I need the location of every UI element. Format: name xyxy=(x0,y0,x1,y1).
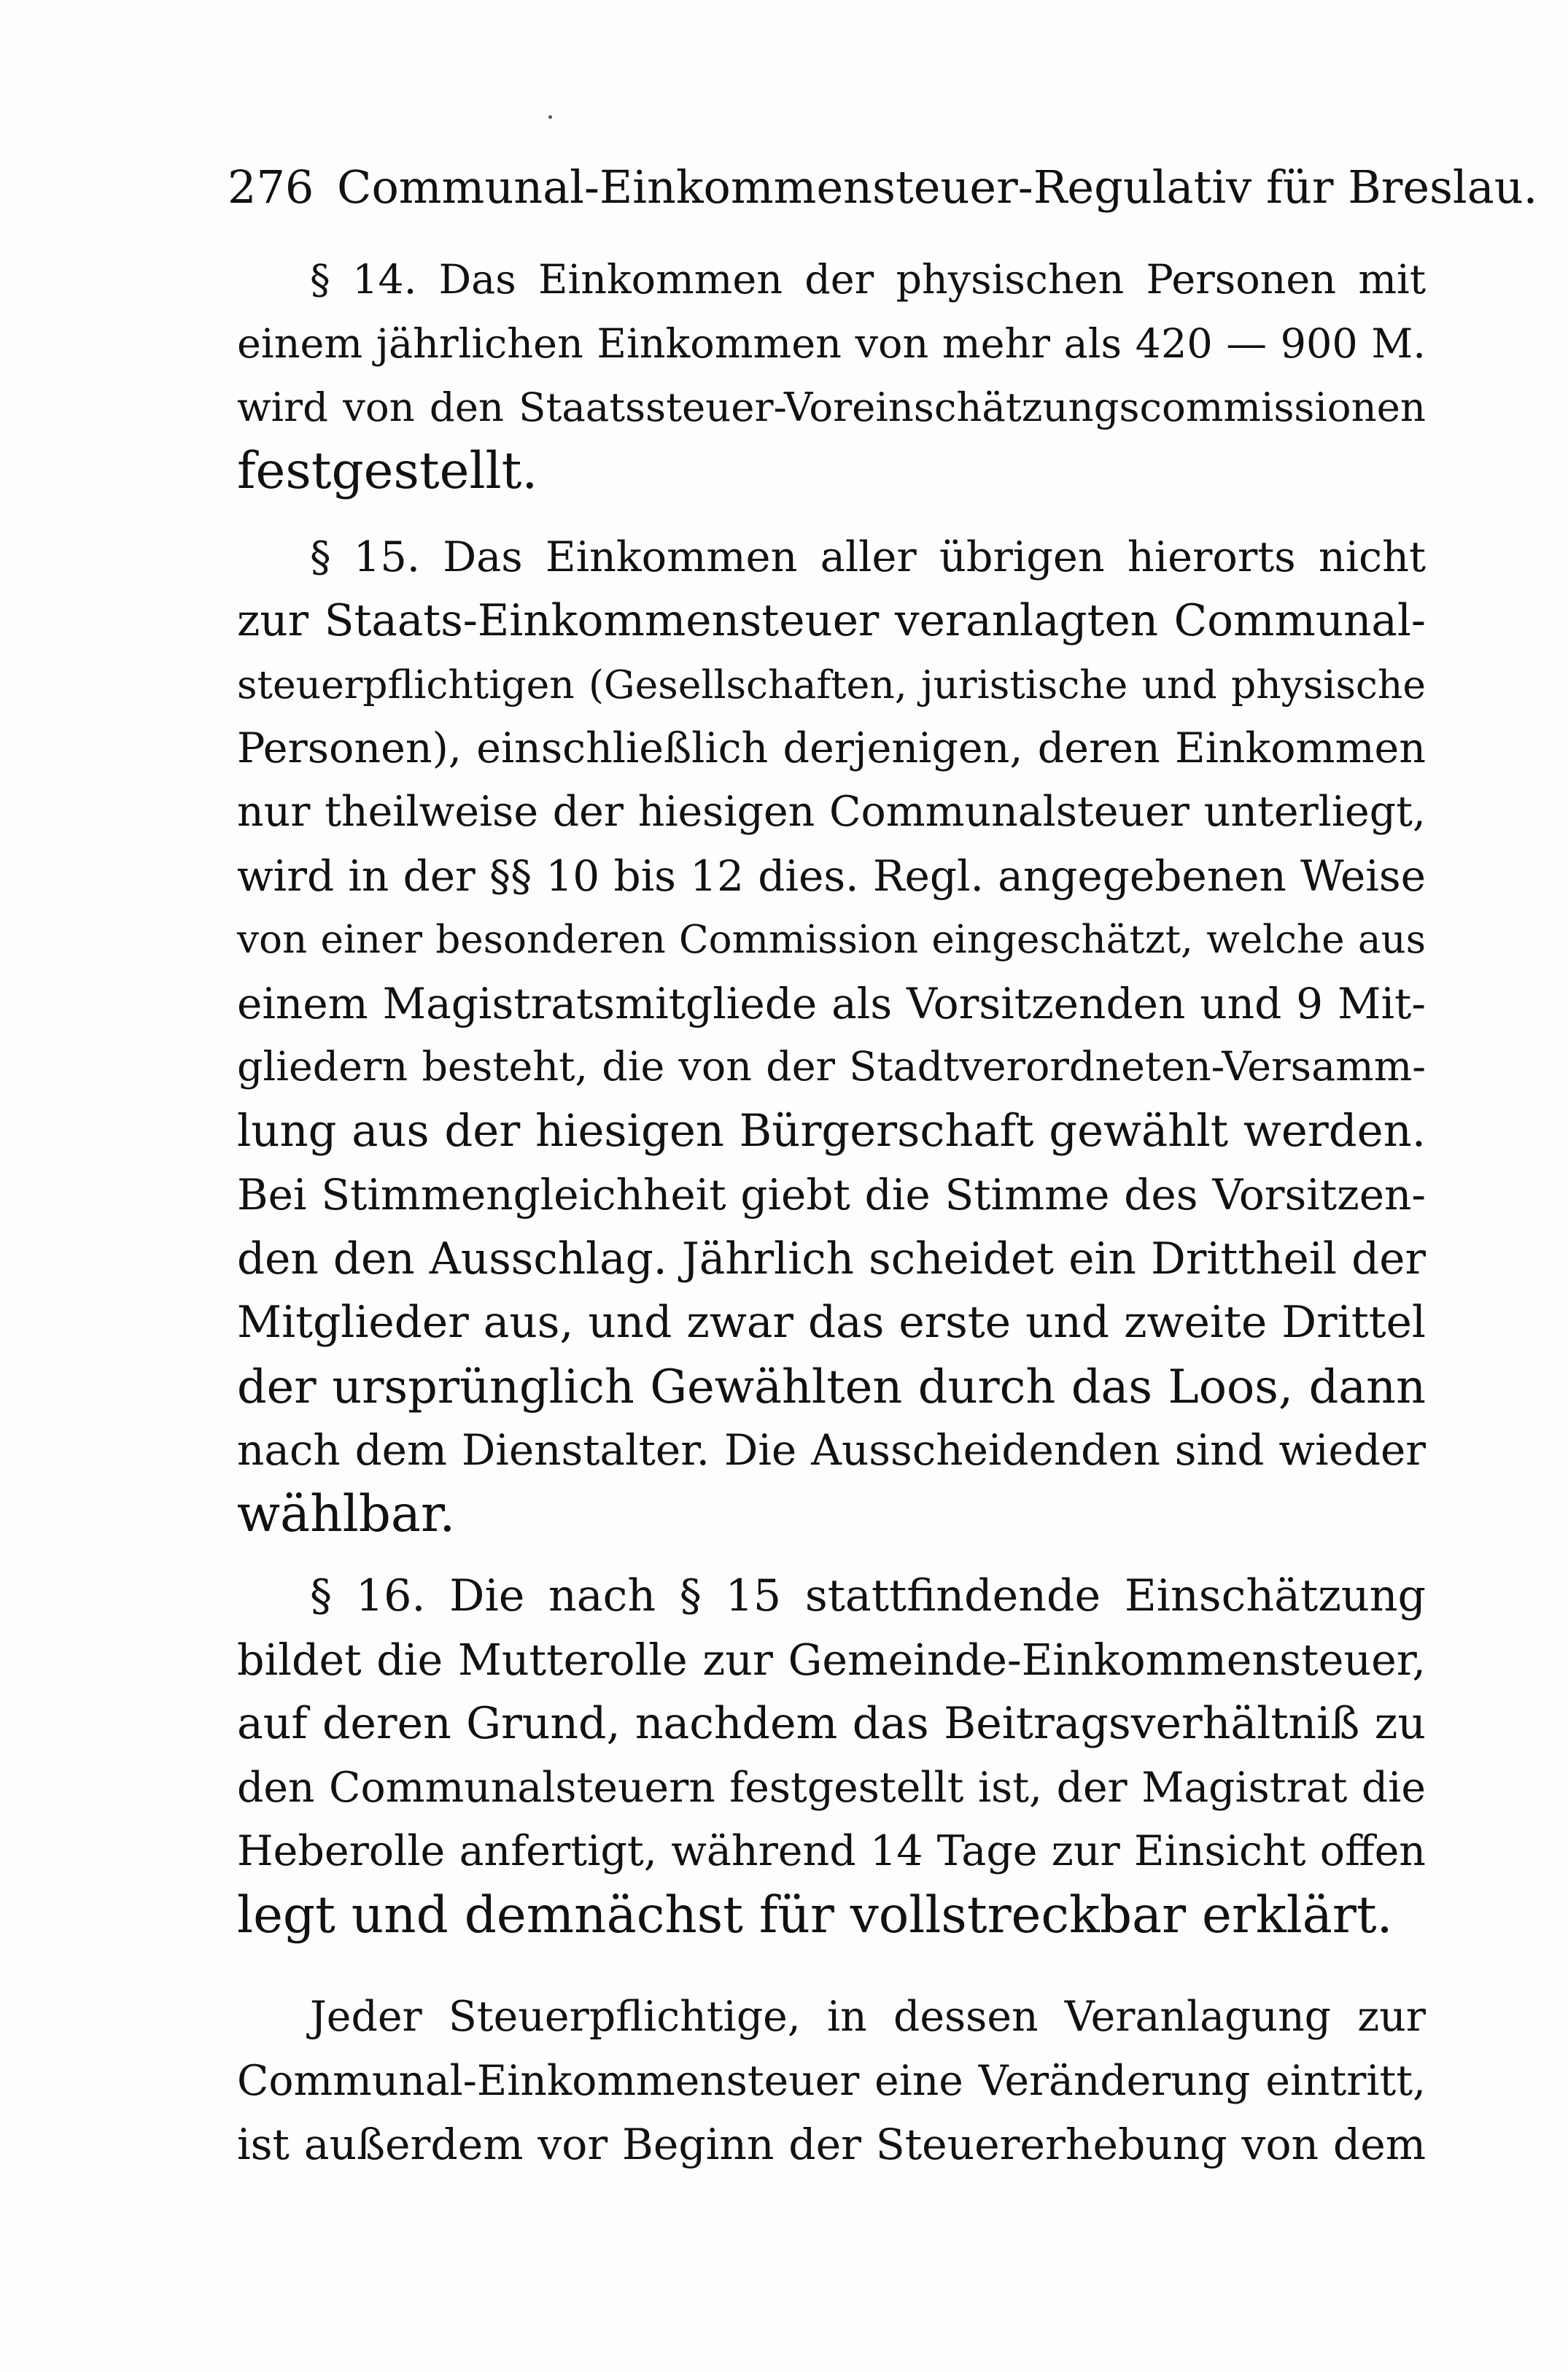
text-line: Bei Stimmengleichheit giebt die Stimme des Vorsitzen- xyxy=(237,1170,1426,1220)
text-line: zur Staats-Einkommensteuer veranlagten Communal- xyxy=(237,595,1426,646)
text-line: wird in der §§ 10 bis 12 dies. Regl. angegebenen Weise xyxy=(237,850,1426,901)
page-number: 276 xyxy=(228,160,314,214)
text-line: Personen), einschließlich derjenigen, deren Einkommen xyxy=(237,724,1426,772)
text-line: von einer besonderen Commission eingeschätzt, welche aus xyxy=(237,917,1426,962)
paragraph-continuation xyxy=(237,1985,1426,2177)
text-line: gliedern besteht, die von der Stadtverordneten-Versamm- xyxy=(237,1044,1426,1090)
text-line: ist außerdem vor Beginn der Steuererhebung von dem xyxy=(237,2120,1426,2169)
text-line: wird von den Staatssteuer-Voreinschätzungscommissionen xyxy=(237,384,1426,430)
text-line: nach dem Dienstalter. Die Ausscheidenden sind wieder xyxy=(237,1425,1426,1475)
print-speck xyxy=(548,115,552,119)
text-line: § 16. Die nach § 15 stattfindende Einschätzung xyxy=(310,1570,1426,1621)
text-line: einem Magistratsmitgliede als Vorsitzenden und 9 Mit- xyxy=(237,978,1426,1028)
text-line: steuerpflichtigen (Gesellschaften, juristische und physische xyxy=(237,662,1426,708)
text-line: § 15. Das Einkommen aller übrigen hierorts nicht xyxy=(310,532,1426,581)
text-line: legt und demnächst für vollstreckbar erklärt. xyxy=(237,1885,1393,1945)
text-line: Jeder Steuerpflichtige, in dessen Veranlagung zur xyxy=(310,1993,1426,2041)
text-line: festgestellt. xyxy=(237,441,538,500)
text-line: der ursprünglich Gewählten durch das Loos, dann xyxy=(237,1359,1426,1414)
text-line: den den Ausschlag. Jährlich scheidet ein Drittheil der xyxy=(237,1233,1426,1284)
running-header xyxy=(228,155,1538,220)
text-line: wählbar. xyxy=(237,1484,456,1543)
text-line: Mitglieder aus, und zwar das erste und zweite Drittel xyxy=(237,1298,1426,1348)
text-line: Heberolle anfertigt, während 14 Tage zur Einsicht offen xyxy=(237,1827,1426,1875)
running-title: Communal-Einkommensteuer-Regulativ für Breslau. xyxy=(337,160,1538,214)
text-line: nur theilweise der hiesigen Communalsteuer unterliegt, xyxy=(237,788,1426,836)
text-line: bildet die Mutterolle zur Gemeinde-Einkommensteuer, xyxy=(237,1635,1426,1685)
text-line: lung aus der hiesigen Bürgerschaft gewählt werden. xyxy=(237,1105,1426,1157)
body-text xyxy=(237,248,1426,2177)
text-line: § 14. Das Einkommen der physischen Personen mit xyxy=(310,256,1426,303)
text-line: den Communalsteuern festgestellt ist, der Magistrat die xyxy=(237,1763,1426,1812)
text-line: Communal-Einkommensteuer eine Veränderung eintritt, xyxy=(237,2056,1426,2105)
paragraph-15 xyxy=(237,525,1426,1546)
paragraph-16 xyxy=(237,1565,1426,1947)
paragraph-14 xyxy=(237,248,1426,503)
text-line: auf deren Grund, nachdem das Beitragsverhältniß zu xyxy=(237,1698,1426,1749)
text-line: einem jährlichen Einkommen von mehr als 420 — 900 M. xyxy=(237,319,1426,368)
